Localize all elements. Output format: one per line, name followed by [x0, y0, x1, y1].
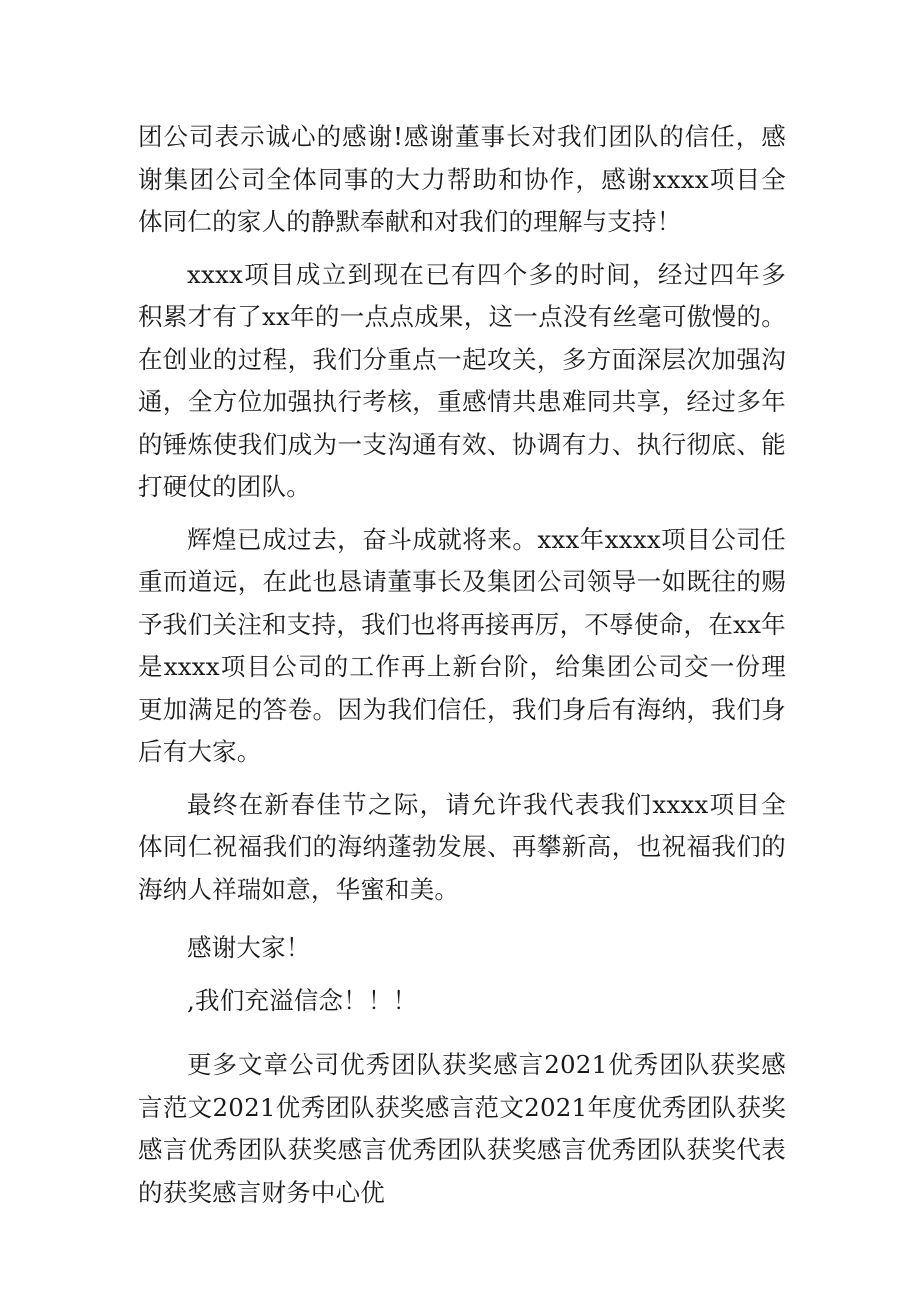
paragraph-more-articles: 更多文章公司优秀团队获奖感言2021优秀团队获奖感言范文2021优秀团队获奖感言范文2021年度优秀团队获奖感言优秀团队获奖感言优秀团队获奖感言优秀团队获奖代表的获奖感言财务中心优 — [138, 1050, 786, 1207]
paragraph-project-history: xxxx项目成立到现在已有四个多的时间，经过四年多积累才有了xx年的一点点成果，这一点没有丝毫可傲慢的。在创业的过程，我们分重点一起攻关，多方面深层次加强沟通，全方位加强执行考核，重感情共患难同共享，经过多年的锤炼使我们成为一支沟通有效、协调有力、执行彻底、能打硬仗的团队。 — [138, 259, 786, 501]
paragraph-thanks: 团公司表示诚心的感谢!感谢董事长对我们团队的信任，感谢集团公司全体同事的大力帮助和协作，感谢xxxx项目全体同仁的家人的静默奉献和对我们的理解与支持！ — [138, 122, 786, 236]
paragraph-blessing: 最终在新春佳节之际，请允许我代表我们xxxx项目全体同仁祝福我们的海纳蓬勃发展、再攀新高，也祝福我们的海纳人祥瑞如意，华蜜和美。 — [138, 789, 786, 904]
paragraph-confidence: ,我们充溢信念！！！ — [187, 985, 418, 1015]
document-body — [138, 116, 786, 1214]
paragraph-future: 辉煌已成过去，奋斗成就将来。xxx年xxxx项目公司任重而道远，在此也恳请董事长及集团公司领导一如既往的赐予我们关注和支持，我们也将再接再厉，不辱使命，在xx年是xxxx项目公司的工作再上新台阶，给集团公司交一份理更加满足的答卷。因为我们信任，我们身后有海纳，我们身后有大家。 — [138, 524, 786, 766]
paragraph-thank-all: 感谢大家！ — [187, 933, 311, 962]
